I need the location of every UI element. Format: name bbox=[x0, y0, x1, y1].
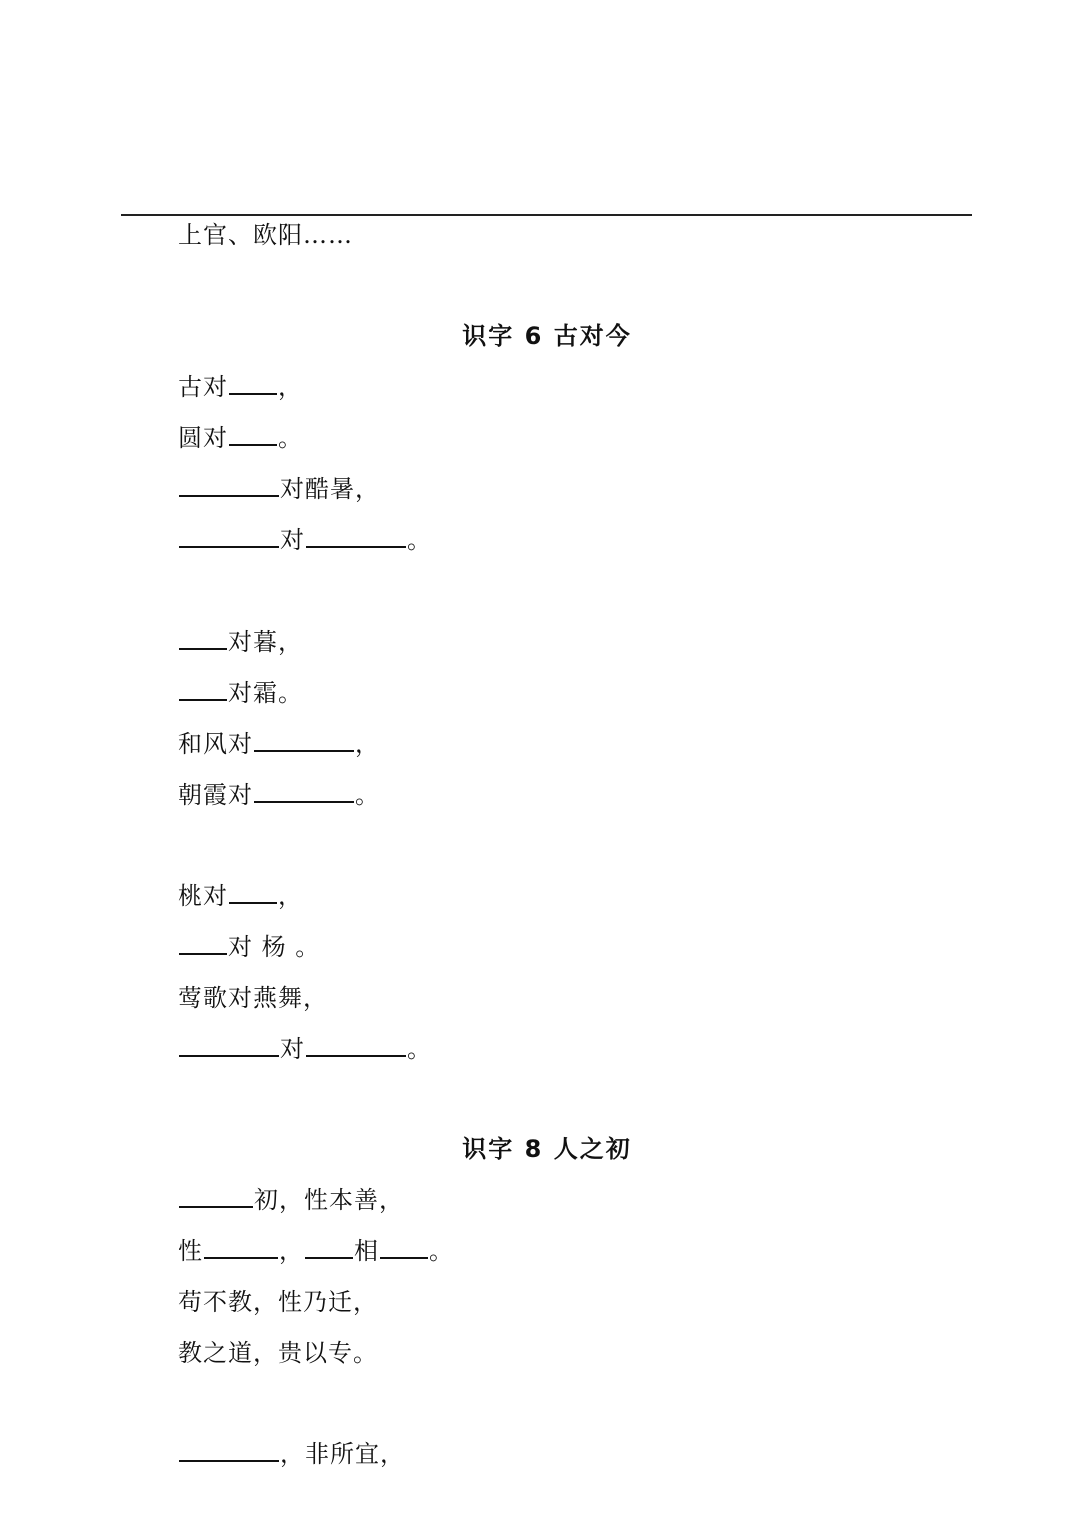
verse-text: 对酷暑， bbox=[280, 475, 380, 503]
verse-line bbox=[178, 778, 380, 812]
fill-blank[interactable] bbox=[306, 1033, 406, 1057]
verse-text: ， bbox=[279, 1237, 304, 1265]
verse-line bbox=[178, 370, 303, 404]
header-divider bbox=[121, 214, 972, 216]
verse-text: 对暮， bbox=[228, 628, 303, 656]
verse-text: 初，性本善， bbox=[254, 1186, 404, 1214]
verse-text: 桃对 bbox=[178, 882, 228, 910]
section-6-title: 识字 6 古对今 bbox=[462, 322, 632, 350]
fill-blank[interactable] bbox=[306, 524, 406, 548]
verse-line bbox=[178, 1437, 405, 1471]
verse-text: 。 bbox=[278, 424, 303, 452]
verse-text: 。 bbox=[407, 1035, 432, 1063]
verse-line bbox=[178, 1183, 404, 1217]
verse-text: ，非所宜， bbox=[280, 1440, 405, 1468]
verse-line bbox=[178, 1234, 454, 1268]
fill-blank[interactable] bbox=[254, 728, 354, 752]
fill-blank[interactable] bbox=[229, 371, 277, 395]
fill-blank[interactable] bbox=[179, 524, 279, 548]
fill-blank[interactable] bbox=[179, 1033, 279, 1057]
verse-line bbox=[178, 625, 303, 659]
verse-text: ， bbox=[278, 373, 303, 401]
verse-line bbox=[178, 1032, 432, 1066]
verse-text: 朝霞对 bbox=[178, 781, 253, 809]
fill-blank[interactable] bbox=[179, 626, 227, 650]
fill-blank[interactable] bbox=[254, 779, 354, 803]
fill-blank[interactable] bbox=[179, 677, 227, 701]
verse-line bbox=[178, 879, 303, 913]
verse-text: 对 杨 。 bbox=[228, 933, 321, 961]
verse-line: 苟不教，性乃迁， bbox=[178, 1288, 378, 1316]
fill-blank[interactable] bbox=[229, 880, 277, 904]
fill-blank[interactable] bbox=[179, 473, 279, 497]
section-8-title: 识字 8 人之初 bbox=[462, 1135, 632, 1163]
verse-text: 和风对 bbox=[178, 730, 253, 758]
verse-text: 对 bbox=[280, 1035, 305, 1063]
verse-text: 性 bbox=[178, 1237, 203, 1265]
fill-blank[interactable] bbox=[204, 1235, 278, 1259]
verse-text: 。 bbox=[355, 781, 380, 809]
fill-blank[interactable] bbox=[305, 1235, 353, 1259]
verse-text: ， bbox=[278, 882, 303, 910]
verse-text: 相 bbox=[354, 1237, 379, 1265]
verse-line bbox=[178, 421, 303, 455]
verse-line bbox=[178, 727, 380, 761]
fill-blank[interactable] bbox=[179, 931, 227, 955]
verse-text: 对霜。 bbox=[228, 679, 303, 707]
verse-text: 圆对 bbox=[178, 424, 228, 452]
fill-blank[interactable] bbox=[179, 1184, 253, 1208]
fill-blank[interactable] bbox=[229, 422, 277, 446]
verse-text: ， bbox=[355, 730, 380, 758]
verse-text: 。 bbox=[429, 1237, 454, 1265]
verse-text: 对 bbox=[280, 526, 305, 554]
verse-line bbox=[178, 676, 303, 710]
verse-line bbox=[178, 930, 320, 964]
verse-text: 。 bbox=[407, 526, 432, 554]
verse-line: 莺歌对燕舞， bbox=[178, 984, 328, 1012]
verse-line bbox=[178, 523, 432, 557]
verse-text: 古对 bbox=[178, 373, 228, 401]
verse-line bbox=[178, 472, 380, 506]
intro-line: 上官、欧阳…… bbox=[178, 221, 353, 249]
fill-blank[interactable] bbox=[380, 1235, 428, 1259]
fill-blank[interactable] bbox=[179, 1438, 279, 1462]
verse-line: 教之道，贵以专。 bbox=[178, 1339, 378, 1367]
